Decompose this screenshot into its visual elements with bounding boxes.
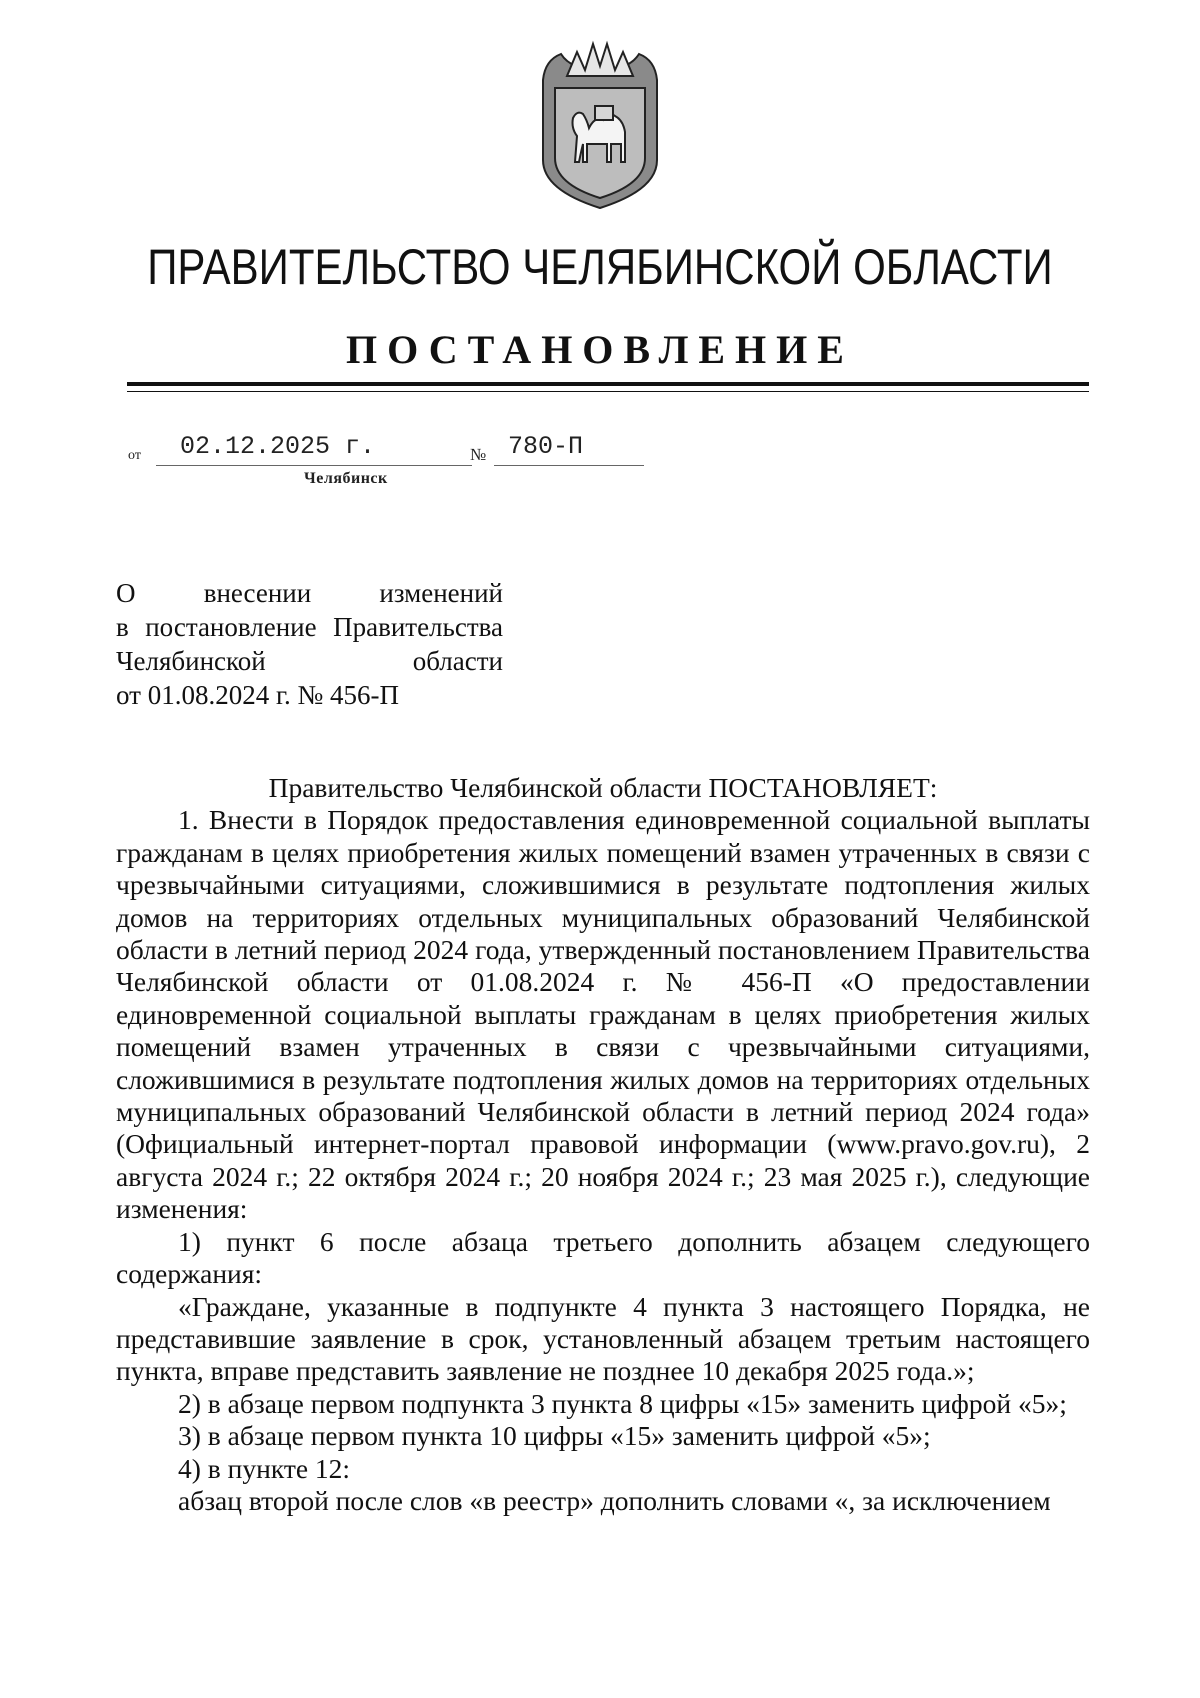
paragraph: 2) в абзаце первом подпункта 3 пункта 8 цифры «15» заменить цифрой «5»; bbox=[178, 1387, 1067, 1419]
paragraph: 1. Внести в Порядок предоставления единовременной социальной выплаты гражданам в целях приобретения жилых помещений взамен утраченных в связи с чрезвычайными ситуациями, сложившимися в результате подтопления жилых домов на территориях отдельных муниципальных образований Челябинской области в летний период 2024 года, утвержденный постановлением Правительства Челябинской области от 01.08.2024 г. № 456-П «О предоставлении единовременной социальной выплаты гражданам в целях приобретения жилых помещений взамен утраченных в связи с чрезвычайными ситуациями, сложившимися в результате подтопления жилых домов на территориях отдельных муниципальных образований Челябинской области в летний период 2024 года» (Официальный интернет-портал правовой информации (www.pravo.gov.ru), 2 августа 2024 г.; 22 октября 2024 г.; 20 ноября 2024 г.; 23 мая 2025 г.), следующие изменения: bbox=[116, 804, 1090, 1225]
document-type: ПОСТАНОВЛЕНИЕ bbox=[346, 327, 854, 372]
number-label: № bbox=[470, 445, 487, 464]
government-title: ПРАВИТЕЛЬСТВО ЧЕЛЯБИНСКОЙ ОБЛАСТИ bbox=[147, 239, 1053, 295]
document-number: 780-П bbox=[508, 432, 584, 461]
date-underline bbox=[156, 465, 472, 466]
preamble: Правительство Челябинской области ПОСТАНОВЛЯЕТ: bbox=[268, 772, 938, 803]
city-label: Челябинск bbox=[304, 470, 388, 487]
paragraph: абзац второй после слов «в реестр» дополнить словами «, за исключением bbox=[178, 1484, 1051, 1516]
header-rule-thin bbox=[127, 391, 1089, 392]
document-body bbox=[116, 772, 1090, 1517]
paragraph: 4) в пункте 12: bbox=[178, 1452, 351, 1484]
coat-of-arms-emblem bbox=[537, 40, 663, 212]
paragraph: «Граждане, указанные в подпункте 4 пункта 3 настоящего Порядка, не представившие заявление в срок, установленный абзацем третьим настоящего пункта, вправе представить заявление не позднее 10 декабря 2025 года.»; bbox=[116, 1290, 1090, 1387]
date-number-row bbox=[128, 432, 648, 472]
from-label: от bbox=[128, 448, 141, 463]
subject-line: О внесении изменений bbox=[116, 578, 503, 608]
subject-line: в постановление Правительства bbox=[116, 612, 503, 642]
document-date: 02.12.2025 г. bbox=[180, 432, 376, 461]
subject-line: от 01.08.2024 г. № 456-П bbox=[116, 680, 399, 710]
paragraph: 3) в абзаце первом пункта 10 цифры «15» заменить цифрой «5»; bbox=[178, 1420, 931, 1452]
paragraph: 1) пункт 6 после абзаца третьего дополнить абзацем следующего содержания: bbox=[116, 1225, 1090, 1290]
subject-line: Челябинской области bbox=[116, 646, 503, 676]
document-subject bbox=[116, 576, 503, 712]
header-rule-thick bbox=[127, 382, 1089, 386]
number-underline bbox=[494, 465, 644, 466]
